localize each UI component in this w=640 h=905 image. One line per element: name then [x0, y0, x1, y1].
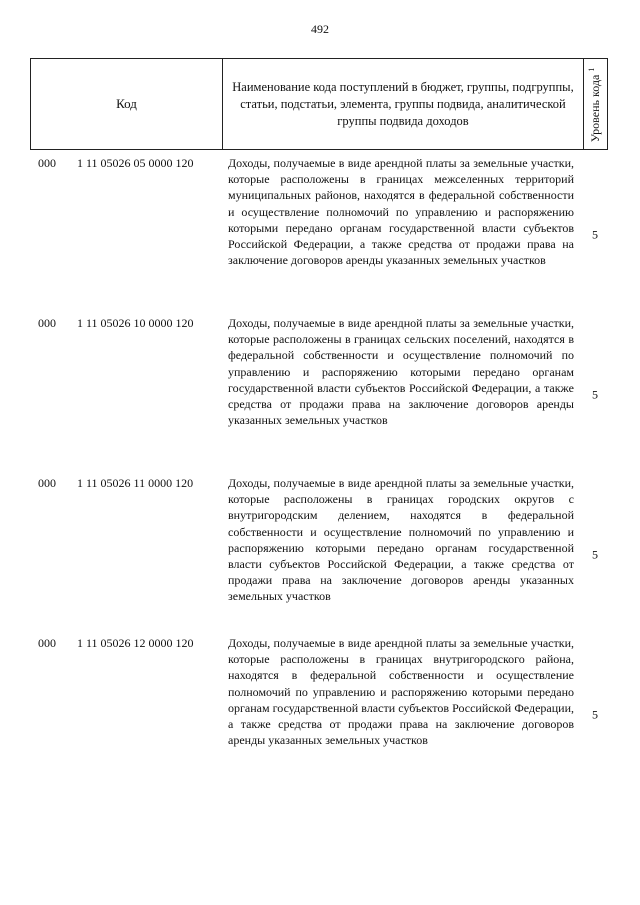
code-level: 5: [592, 707, 598, 722]
admin-code: 000: [38, 636, 56, 650]
header-name: Наименование кода поступлений в бюджет, группы, подгруппы, статьи, подстатьи, элемента, группы подвида, аналитической группы подвида доходов: [223, 59, 584, 149]
page-number: 492: [311, 22, 329, 36]
header-level: [584, 59, 607, 149]
revenue-code: 1 11 05026 10 0000 120: [77, 316, 194, 330]
code-level: 5: [592, 387, 598, 402]
revenue-code: 1 11 05026 12 0000 120: [77, 636, 194, 650]
admin-code: 000: [38, 156, 56, 170]
code-level: 5: [592, 227, 598, 242]
table-row: [0, 635, 640, 795]
table-row: [0, 475, 640, 635]
code-level: 5: [592, 547, 598, 562]
revenue-description: Доходы, получаемые в виде арендной платы за земельные участки, которые расположены в границах городских округов с внутригородским делением, находятся в федеральной собственности и осуществление полномочий по управлению и распоряжению которыми передано органам государственной власти субъектов Российской Федерации, а также средства от продажи права на заключение договоров аренды указанных земельных участков: [228, 476, 574, 604]
revenue-description: Доходы, получаемые в виде арендной платы за земельные участки, которые расположены в границах сельских поселений, находятся в федеральной собственности и осуществление полномочий по управлению и распоряжению которыми передано органам государственной власти субъектов Российской Федерации, а также средства от продажи права на заключение договоров аренды указанных земельных участков: [228, 316, 574, 428]
header-level-label: Уровень кода: [588, 74, 602, 143]
table-header: [30, 58, 608, 150]
table-row: [0, 155, 640, 315]
table-row: [0, 315, 640, 475]
revenue-description: Доходы, получаемые в виде арендной платы за земельные участки, которые расположены в границах внутригородского района, находятся в федеральной собственности и осуществление полномочий по управлению и распоряжению которыми передано органам государственной власти субъектов Российской Федерации, а также средства от продажи права на заключение договоров аренды указанных земельных участков: [228, 636, 574, 748]
revenue-code: 1 11 05026 05 0000 120: [77, 156, 194, 170]
header-level-footnote: 1: [587, 67, 596, 72]
table-body: [0, 155, 640, 795]
admin-code: 000: [38, 316, 56, 330]
header-code: Код: [31, 59, 223, 149]
admin-code: 000: [38, 476, 56, 490]
revenue-code: 1 11 05026 11 0000 120: [77, 476, 194, 490]
revenue-description: Доходы, получаемые в виде арендной платы за земельные участки, которые расположены в границах межселенных территорий муниципальных районов, находятся в федеральной собственности и осуществление полномочий по управлению и распоряжению которыми передано органам государственной власти субъектов Российской Федерации, а также средства от продажи права на заключение договоров аренды указанных земельных участков: [228, 156, 574, 268]
